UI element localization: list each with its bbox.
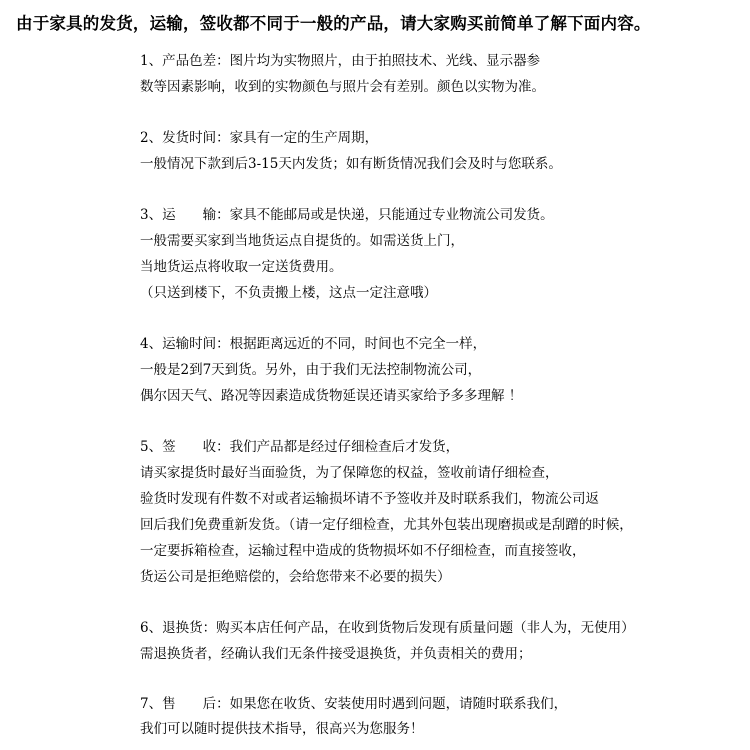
section-3-line-2: 一般需要买家到当地货运点自提货的。如需送货上门，: [140, 233, 464, 249]
section-3-line-3: 当地货运点将收取一定送货费用。: [140, 259, 343, 275]
section-5-line-2: 请买家提货时最好当面验货，为了保障您的权益，签收前请仔细检查，: [140, 465, 559, 481]
section-4-line-1: 4、运输时间：根据距离远近的不同，时间也不完全一样，: [140, 336, 487, 352]
section-5-line-3: 验货时发现有件数不对或者运输损坏请不予签收并及时联系我们，物流公司返: [140, 491, 599, 507]
section-6-line-1: 6、退换货：购买本店任何产品，在收到货物后发现有质量问题（非人为，无使用）: [140, 620, 635, 636]
section-3-line-4: （只送到楼下，不负责搬上楼，这点一定注意哦）: [140, 285, 437, 301]
section-4-line-3: 偶尔因天气、路况等因素造成货物延误还请买家给予多多理解 ！: [140, 388, 523, 404]
section-1-line-1: 1、产品色差：图片均为实物照片，由于拍照技术、光线、显示器参: [140, 53, 541, 69]
section-5-line-4: 回后我们免费重新发货。（请一定仔细检查，尤其外包装出现磨损或是刮蹭的时候，: [140, 517, 633, 533]
section-1-line-2: 数等因素影响，收到的实物颜色与照片会有差别。颜色以实物为准。: [140, 79, 545, 95]
section-6-line-2: 需退换货者，经确认我们无条件接受退换货，并负责相关的费用；: [140, 646, 532, 662]
page-title: 由于家具的发货，运输，签收都不同于一般的产品，请大家购买前简单了解下面内容。: [16, 14, 651, 33]
section-2-line-2: 一般情况下款到后3-15天内发货；如有断货情况我们会及时与您联系。: [140, 156, 562, 172]
section-3-line-1: 3、运 输：家具不能邮局或是快递，只能通过专业物流公司发货。: [140, 207, 554, 223]
section-2-line-1: 2、发货时间：家具有一定的生产周期，: [140, 130, 379, 146]
section-5-line-1: 5、签 收：我们产品都是经过仔细检查后才发货，: [140, 439, 460, 455]
section-4-line-2: 一般是2到7天到货。另外，由于我们无法控制物流公司，: [140, 362, 482, 378]
section-5-line-6: 货运公司是拒绝赔偿的，会给您带来不必要的损失）: [140, 569, 451, 585]
section-7-line-2: 我们可以随时提供技术指导，很高兴为您服务！: [140, 721, 424, 737]
section-5-line-5: 一定要拆箱检查，运输过程中造成的货物损坏如不仔细检查，而直接签收，: [140, 543, 586, 559]
section-7-line-1: 7、售 后：如果您在收货、安装使用时遇到问题，请随时联系我们，: [140, 696, 568, 712]
